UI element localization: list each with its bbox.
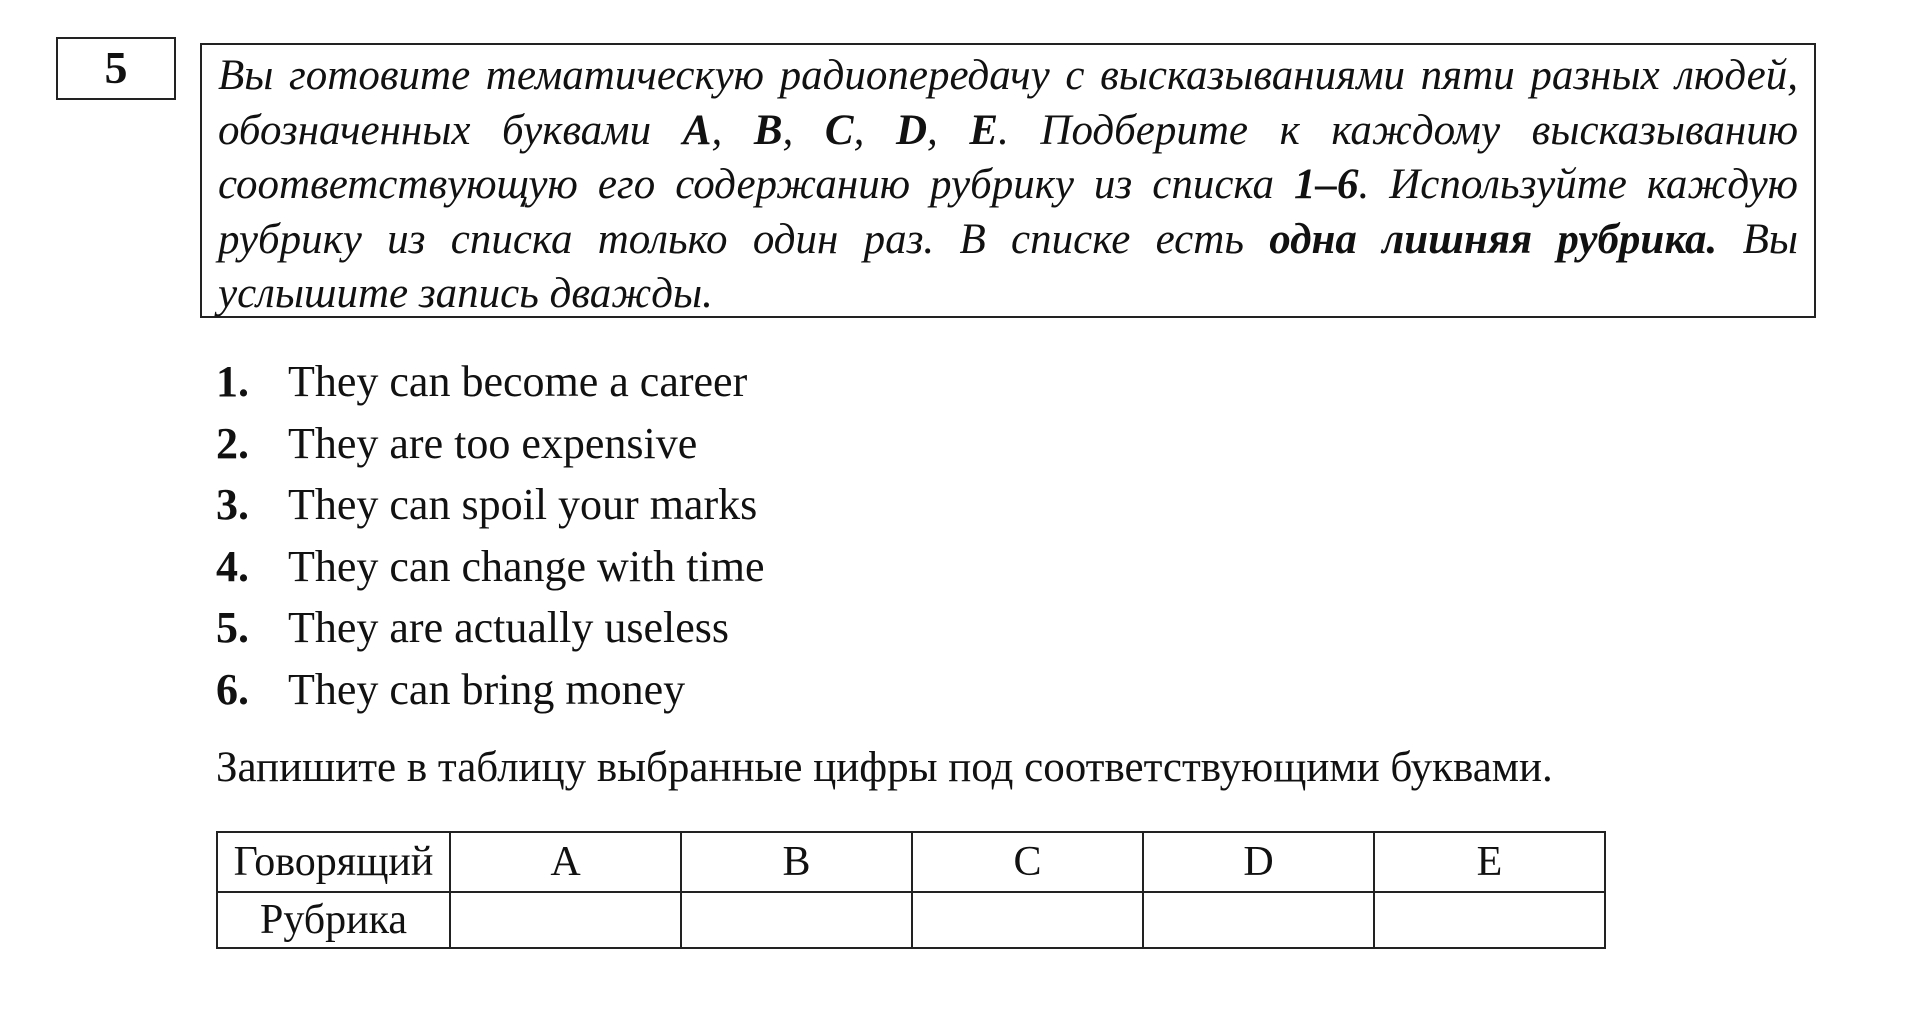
rubric-range: 1–6 [1293, 161, 1359, 208]
write-instruction: Запишите в таблицу выбранные цифры под соответствующими буквами. [216, 744, 1553, 791]
rubric-item [216, 413, 764, 475]
rubric-header: Рубрика [217, 892, 450, 948]
speaker-letter-e: E [969, 106, 999, 154]
speaker-row [217, 832, 1605, 892]
speaker-cell-d: D [1143, 832, 1374, 892]
rubric-item [216, 659, 764, 721]
speaker-header: Говорящий [217, 832, 450, 892]
speaker-letter-d: D [895, 106, 927, 154]
answer-cell-e[interactable] [1374, 892, 1605, 948]
rubric-number: 6. [216, 664, 249, 714]
answer-cell-c[interactable] [912, 892, 1143, 948]
rubric-item [216, 351, 764, 413]
rubric-text: They can spoil your marks [288, 480, 758, 530]
answer-cell-a[interactable] [450, 892, 681, 948]
rubric-number: 5. [216, 603, 249, 653]
speaker-cell-a: A [450, 832, 681, 892]
instruction-text: . Используйте каждую рубрику из списка только один раз. В списке есть [218, 161, 1798, 263]
rubric-item [216, 597, 764, 659]
rubric-number: 2. [216, 418, 249, 468]
speaker-letter-c: С [824, 106, 854, 154]
instruction-text: . Подберите к каждому высказыванию соответствующую его содержанию рубрику из списка [218, 106, 1799, 208]
rubric-text: They are actually useless [288, 603, 730, 653]
speaker-cell-e: E [1374, 832, 1605, 892]
extra-rubric-note: одна лишняя рубрика. [1269, 215, 1718, 263]
rubric-number: 3. [216, 480, 249, 530]
rubric-item [216, 474, 764, 536]
rubric-item [216, 536, 764, 598]
instruction-text: Вы готовите тематическую радиопередачу с высказываниями пяти разных людей, обозначенных буквами [218, 52, 1798, 154]
answer-cell-b[interactable] [681, 892, 912, 948]
rubric-row [217, 892, 1605, 948]
instruction-text: Вы услышите запись дважды. [218, 215, 1798, 317]
speaker-cell-c: C [912, 832, 1143, 892]
rubric-text: They can bring money [288, 664, 686, 714]
speaker-cell-b: B [681, 832, 912, 892]
rubric-number: 1. [216, 357, 249, 406]
instruction-box: Вы готовите тематическую радиопередачу с высказываниями пяти разных людей, обозначенных буквами А, В, С, D, E. Подберите к каждому высказыванию соответствующую его содержанию рубрику из списка 1–6. Используйте каждую рубрику из списка только один раз. В списке есть одна лишняя рубрика. Вы услышите запись дважды. [200, 43, 1816, 318]
answer-table [216, 831, 1606, 949]
speaker-letter-b: В [753, 106, 783, 154]
task-number: 5 [56, 37, 176, 100]
speaker-letter-a: А [682, 106, 712, 154]
rubric-list [216, 351, 764, 721]
rubric-text: They are too expensive [288, 418, 698, 468]
rubric-text: They can become a career [288, 357, 748, 406]
rubric-number: 4. [216, 541, 249, 591]
answer-cell-d[interactable] [1143, 892, 1374, 948]
rubric-text: They can change with time [288, 541, 765, 591]
